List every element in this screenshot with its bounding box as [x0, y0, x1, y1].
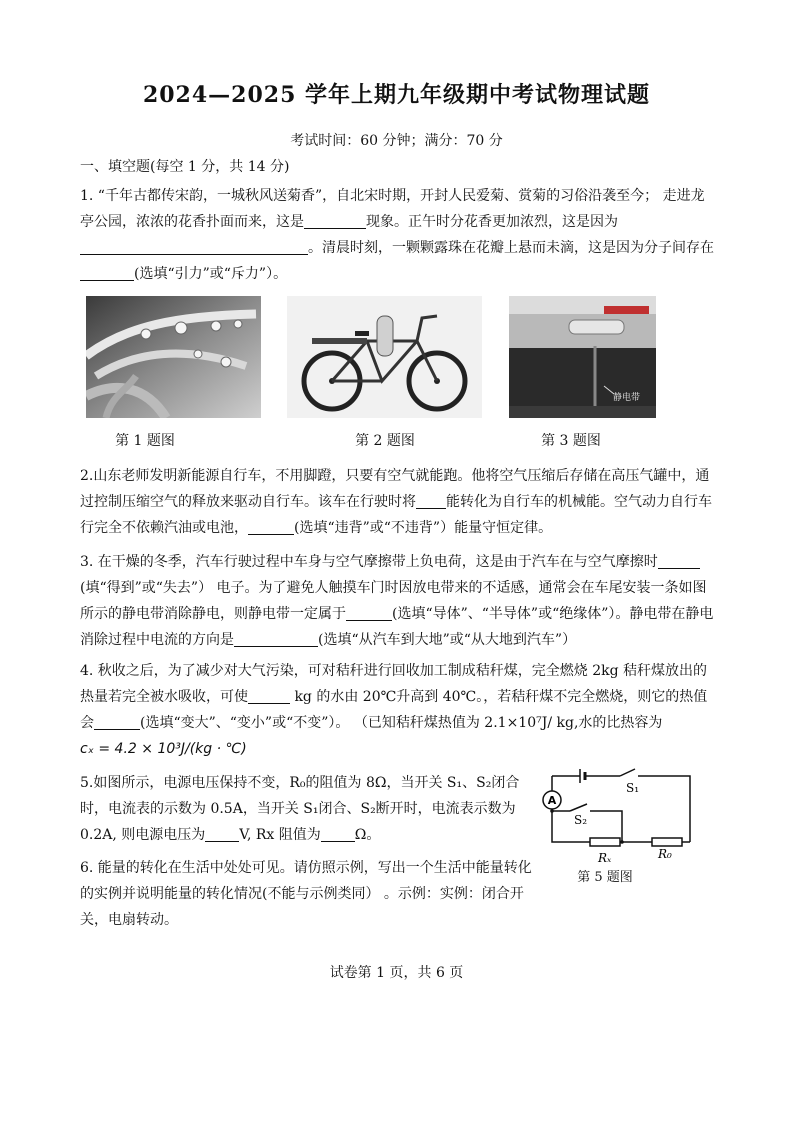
q6-text: 6. 能量的转化在生活中处处可见。请仿照示例，写出一个生活中能量转化的实例并说明能量的转化情况(不能与示例类同） 。示例：实例：闭合开关，电扇转动。 [80, 860, 532, 928]
switch-s1-label: S₁ [626, 781, 640, 795]
figure-5-caption: 第 5 题图 [577, 870, 633, 885]
figure-2-bicycle-photo [287, 296, 482, 418]
question-6 [80, 855, 542, 933]
q1-text-b: 现象。正午时分花香更加浓烈，这是因为 [366, 214, 618, 230]
q2-text-b: 能转化为自行车的机械能。空气动力自行车行完全不依赖汽油或电池， [80, 494, 712, 536]
q3-text-d: (选填“从汽车到大地”或“从大地到汽车”） [318, 632, 577, 648]
switch-s2-label: S₂ [574, 813, 588, 827]
figure-5-circuit-diagram [540, 766, 700, 866]
q3-blank-3 [234, 630, 318, 647]
q3-text-a: 3. 在干燥的冬季，汽车行驶过程中车身与空气摩擦带上负电荷，这是由于汽车在与空气摩擦时 [80, 554, 658, 570]
q5-text-c: Ω。 [354, 827, 381, 843]
resistor-r0-label: R₀ [658, 847, 672, 861]
figure-3-car-photo [509, 296, 656, 418]
q4-formula: cₓ = 4.2 × 10³J/(kg · ℃) [80, 741, 247, 757]
q4-blank-2 [94, 713, 140, 730]
q1-text-d: (选填“引力”或“斥力”）。 [134, 266, 288, 282]
q3-blank-1 [658, 552, 700, 569]
q4-text-b: kg 的水由 20℃升高到 40℃。，若秸秆煤不完全燃烧，则它的热值会 [80, 689, 708, 731]
q3-text-b: (填“得到”或“失去”） 电子。为了避免人触摸车门时因放电带来的不适感，通常会在车尾安装一条如图所示的静电带消除静电，则静电带一定属于 [80, 580, 707, 622]
ammeter-label: A [547, 794, 557, 807]
figure-1-caption: 第 1 题图 [115, 433, 175, 449]
q1-text-c: 。清晨时刻，一颗颗露珠在花瓣上悬而未滴，这是因为分子间存在 [308, 240, 714, 256]
question-4 [80, 658, 716, 762]
question-3 [80, 549, 716, 653]
q2-blank-2 [248, 518, 294, 535]
q4-blank-1 [248, 687, 290, 704]
q2-text-a: 2.山东老师发明新能源自行车，不用脚蹬，只要有空气就能跑。他将空气压缩后存储在高压气罐中，通过控制压缩空气的释放来驱动自行车。该车在行驶时将 [80, 468, 710, 510]
q3-blank-2 [346, 604, 392, 621]
q5-blank-2 [321, 825, 355, 842]
question-1 [80, 183, 716, 287]
section-heading: 一、填空题(每空 1 分，共 14 分) [80, 159, 290, 175]
figure-3-label: 静电带 [613, 393, 641, 403]
q4-text-c: (选填“变大”、“变小”或“不变”）。 （已知秸秆煤热值为 2.1×10⁷J/ kg,水的比热容为 [140, 715, 663, 731]
q1-blank-1 [304, 212, 366, 229]
q1-blank-2 [80, 238, 308, 255]
q2-text-c: (选填“违背”或“不违背”）能量守恒定律。 [294, 520, 553, 536]
q5-blank-1 [205, 825, 239, 842]
page-title: 2024—2025 学年上期九年级期中考试物理试题 [142, 82, 651, 108]
q2-blank-1 [416, 492, 446, 509]
q5-text-b: V, Rx 阻值为 [239, 827, 321, 843]
exam-info: 考试时间：60 分钟；满分：70 分 [290, 133, 503, 149]
figure-1-dew-photo [86, 296, 261, 418]
q1-text-a: 1. “千年古都传宋韵，一城秋风送菊香”，自北宋时期，开封人民爱菊、赏菊的习俗沿袭至今； 走进龙亭公园，浓浓的花香扑面而来，这是 [80, 188, 705, 230]
figure-2-caption: 第 2 题图 [355, 433, 415, 449]
q3-text-c: (选填“导体”、“半导体”或“绝缘体”）。静电带在静电消除过程中电流的方向是 [80, 606, 714, 648]
q4-text-a: 4. 秋收之后，为了减少对大气污染，可对秸秆进行回收加工制成秸秆煤，完全燃烧 2kg 秸秆煤放出的热量若完全被水吸收，可使 [80, 663, 708, 705]
question-5 [80, 770, 542, 848]
page-footer: 试卷第 1 页，共 6 页 [329, 965, 464, 981]
q5-text-a: 5.如图所示，电源电压保持不变，R₀的阻值为 8Ω，当开关 S₁、S₂闭合时，电流表的示数为 0.5A，当开关 S₁闭合、S₂断开时，电流表示数为 0.2A, 则电源电压为 [80, 775, 520, 843]
resistor-rx-label: Rₓ [598, 851, 612, 865]
q1-blank-3 [80, 264, 134, 281]
question-2 [80, 463, 716, 541]
figure-3-caption: 第 3 题图 [541, 433, 601, 449]
